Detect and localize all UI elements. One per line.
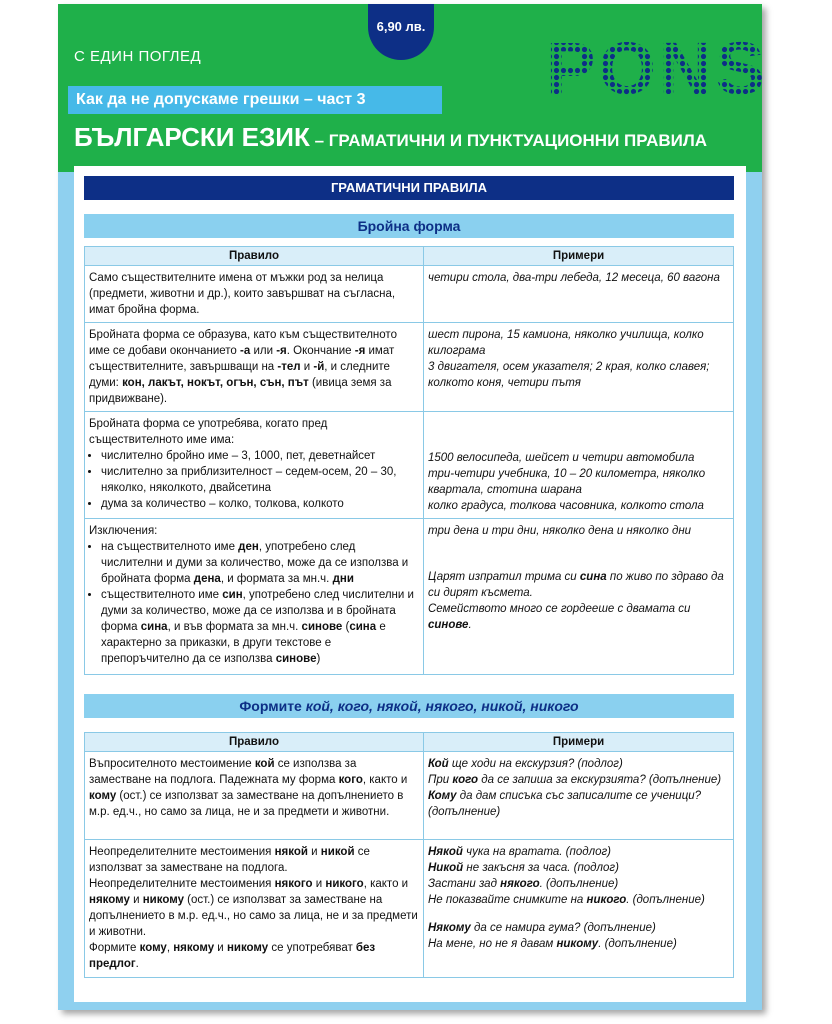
list-item: • дума за количество – колко, толкова, колкото	[101, 496, 419, 512]
table-row	[85, 519, 734, 675]
col-examples-header: Примери	[424, 247, 734, 266]
rule-cell: Бройната форма се употребява, когато пред съществителното име има: • числително бройно име – 3, 1000, пет, деветнайсет • числително за приблизителност – седем-осем, 20 – 30, няколко, няколкото, двайсетина • дума за количество – колко, толкова, колкото	[85, 412, 424, 519]
example-cell: шест пирона, 15 камиона, няколко училища, колко килограма 3 двигателя, осем указателя; 2 края, колко славея; колкото коня, четири пътя	[424, 323, 734, 412]
example-cell: Кой ще ходи на екскурзия? (подлог) При кого да се запиша за екскурзията? (допълнение) Кому да дам списъка със записалите се ученици? (допълнение)	[424, 752, 734, 840]
header-band	[58, 4, 768, 172]
reference-sheet	[58, 4, 768, 1010]
pons-logo-dots	[546, 27, 768, 110]
table-row	[85, 266, 734, 323]
table-header-row	[85, 733, 734, 752]
rule-cell: Само съществителните имена от мъжки род за нелица (предмети, животни и др.), които завършват на съгласна, имат бройна форма.	[85, 266, 424, 323]
svg-text:PONS: PONS	[546, 27, 768, 110]
example-cell: Някой чука на вратата. (подлог) Никой не закъсня за часа. (подлог) Застани зад някого. (допълнение) Не показвайте снимките на никого. (допълнение) Някому да се намира гума? (допълнение) На мене, но не я давам никому. (допълнение)	[424, 840, 734, 978]
table-header-row	[85, 247, 734, 266]
section-title: ГРАМАТИЧНИ ПРАВИЛА	[84, 176, 734, 200]
rule-cell: Неопределителните местоимения някой и никой се използват за заместване на подлога. Неопределителните местоимения някого и никого, както и някому и никому (ост.) се използват за заместване на допълнението в м.р. ед.ч., но само за лица, не и за предмети и животни. Формите кому, някому и никому се употребяват без предлог.	[85, 840, 424, 978]
table-row	[85, 752, 734, 840]
list-item: • числително бройно име – 3, 1000, пет, деветнайсет	[101, 448, 419, 464]
example-cell: четири стола, два-три лебеда, 12 месеца, 60 вагона	[424, 266, 734, 323]
example-cell: три дена и три дни, няколко дена и няколко дни Царят изпратил трима си сина по живо по здраво да си дирят късмета. Семейството много се гордееше с двамата си синове.	[424, 519, 734, 675]
table2-title: Формите кой, кого, някой, някого, никой, никого	[84, 694, 734, 718]
rule-cell: Изключения: • на съществителното име ден, употребено след числителни и думи за количество, може да се използва и бройната форма дена, и формата за мн.ч. дни • съществителното име син, употребено след числителни и думи за количество, може да се използва и в бройната форма сина, и във формата за мн.ч. синове (сина е характерно за приказки, в други текстове е препоръчително да се използва синове)	[85, 519, 424, 675]
table-pronouns	[84, 732, 734, 978]
table1-title: Бройна форма	[84, 214, 734, 238]
content-panel	[74, 166, 746, 1002]
col-rule-header: Правило	[85, 247, 424, 266]
col-examples-header: Примери	[424, 733, 734, 752]
table-row	[85, 323, 734, 412]
col-rule-header: Правило	[85, 733, 424, 752]
title-rest: – ГРАМАТИЧНИ И ПУНКТУАЦИОННИ ПРАВИЛА	[309, 131, 708, 150]
list-item: • числително за приблизителност – седем-осем, 20 – 30, няколко, няколкото, двайсетина	[101, 464, 419, 496]
price-tag: 6,90 лв.	[368, 4, 434, 60]
series-label: С ЕДИН ПОГЛЕД	[74, 48, 202, 65]
example-cell: 1500 велосипеда, шейсет и четири автомобила три-четири учебника, 10 – 20 километра, няколко квартала, стотина шарана колко градуса, толкова часовника, колкото стола	[424, 412, 734, 519]
main-title	[74, 122, 707, 153]
table-row	[85, 412, 734, 519]
rule-cell: Въпросителното местоимение кой се използва за заместване на подлога. Падежната му форма кого, както и кому (ост.) се използват за заместване на допълнението в м.р. ед.ч., но само за лица, не и за предмети и животни.	[85, 752, 424, 840]
rule-cell: Бройната форма се образува, като към съществителното име се добави окончанието -а или -я. Окончание -я имат съществителните, завършващи на -тел и -й, и следните думи: кон, лакът, нокът, огън, сън, път (ивица земя за придвижване).	[85, 323, 424, 412]
subtitle-band: Как да не допускаме грешки – част 3	[68, 86, 442, 114]
list-item: • на съществителното име ден, употребено след числителни и думи за количество, може да се използва и бройната форма дена, и формата за мн.ч. дни	[101, 539, 419, 587]
pons-logo	[546, 27, 768, 110]
table-row	[85, 840, 734, 978]
title-main: БЪЛГАРСКИ ЕЗИК	[74, 122, 310, 152]
list-item: • съществителното име син, употребено след числителни и думи за количество, може да се използва и в бройната форма сина, и във формата за мн.ч. синове (сина е характерно за приказки, в други текстове е препоръчително да се използва синове)	[101, 587, 419, 667]
table-count-form	[84, 246, 734, 675]
